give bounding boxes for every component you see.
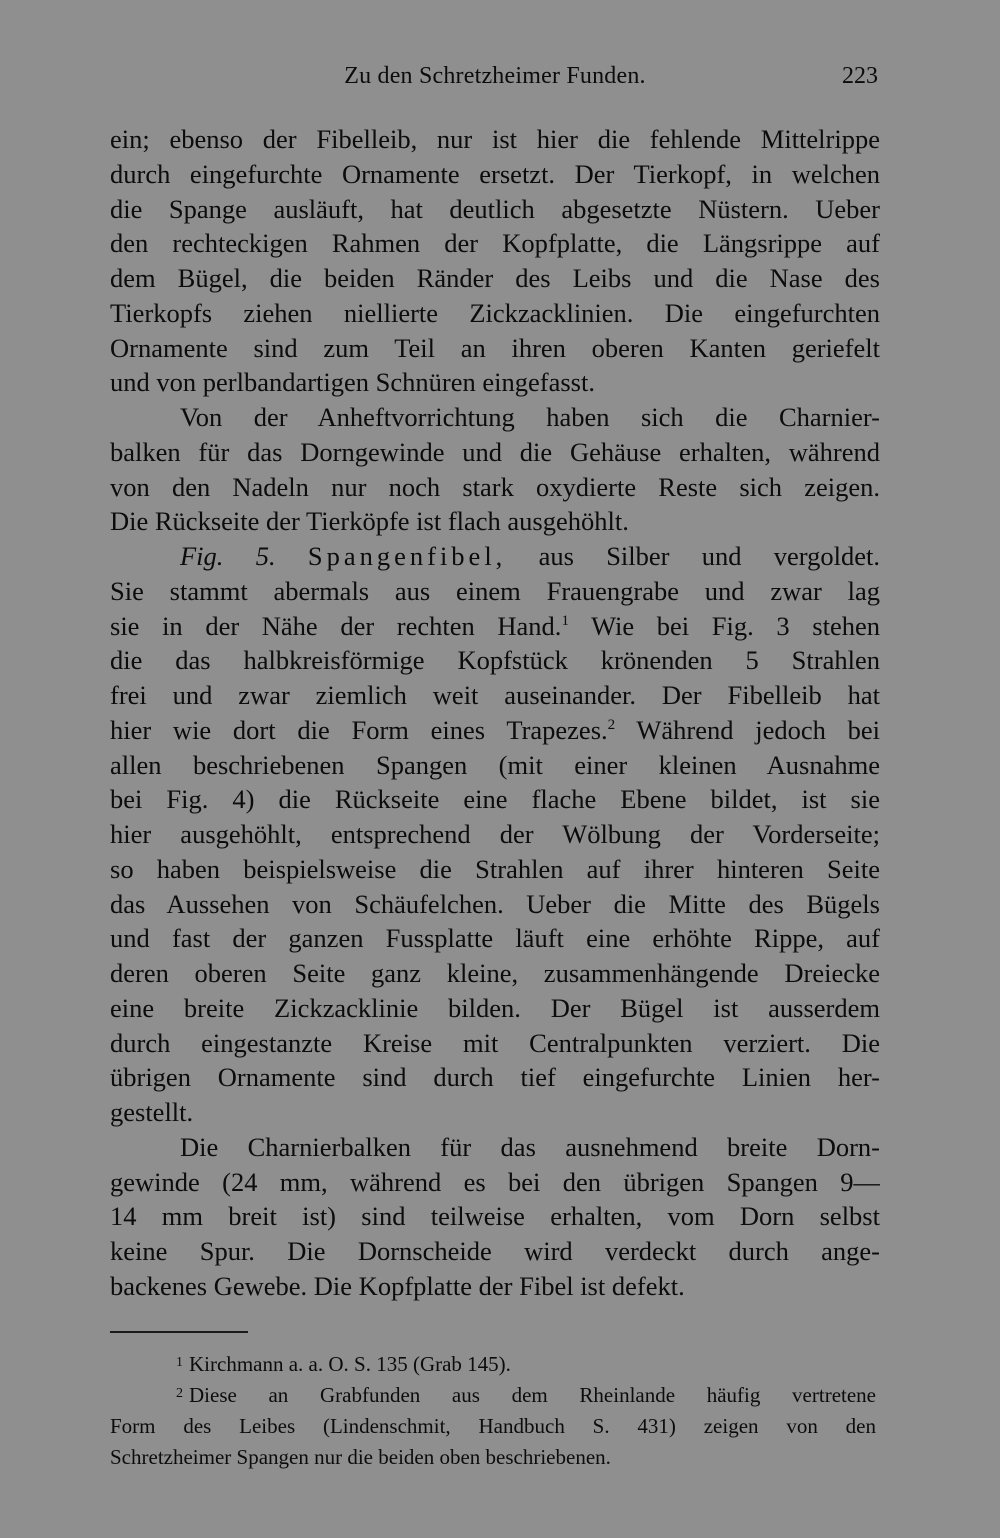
body-text [110, 122, 880, 1304]
footnote-text: Kirchmann a. a. O. S. 135 (Grab 145). [189, 1352, 511, 1376]
text-line: durch eingestanzte Kreise mit Centralpunkten verziert. Die [110, 1027, 880, 1058]
text-line: von den Nadeln nur noch stark oxydierte Reste sich zeigen. [110, 471, 880, 502]
footnote-text: Diese an Grabfunden aus dem Rheinlande häufig vertretene [189, 1383, 876, 1407]
text-fragment: sie in der Nähe der rechten Hand. [110, 610, 562, 641]
page-number: 223 [842, 63, 878, 89]
text-fragment: hier wie dort die Form eines Trapezes. [110, 714, 608, 745]
figure-label: Fig. 5. [180, 541, 276, 571]
text-line: gestellt. [110, 1097, 194, 1127]
text-line: deren oberen Seite ganz kleine, zusammenhängende Dreiecke [110, 958, 880, 988]
text-line [110, 609, 880, 644]
text-line: hier ausgehöhlt, entsprechend der Wölbung der Vorderseite; [110, 819, 880, 849]
text-line: Sie stammt abermals aus einem Frauengrabe und zwar lag [110, 575, 880, 606]
footnote-mark: 1 [176, 1355, 183, 1370]
text-line: durch eingefurchte Ornamente ersetzt. Der Tierkopf, in welchen [110, 158, 880, 189]
text-line: den rechteckigen Rahmen der Kopfplatte, die Längsrippe auf [110, 228, 880, 259]
text-line: dem Bügel, die beiden Ränder des Leibs und die Nase des [110, 263, 880, 293]
text-line: Die Charnierbalken für das ausnehmend breite Dorn- [180, 1131, 880, 1162]
footnote-line: Form des Leibes (Lindenschmit, Handbuch S. 431) zeigen von den [110, 1414, 876, 1438]
footnote-1 [110, 1349, 876, 1380]
footnote-line: Schretzheimer Spangen nur die beiden oben beschriebenen. [110, 1445, 611, 1469]
text-line: keine Spur. Die Dornscheide wird verdeckt durch ange- [110, 1236, 880, 1266]
running-title: Zu den Schretzheimer Funden. [344, 63, 646, 89]
text-line: allen beschriebenen Spangen (mit einer kleinen Ausnahme [110, 749, 880, 780]
footnotes [110, 1349, 876, 1473]
text-fragment: aus Silber und vergoldet. [538, 541, 880, 571]
text-line: ein; ebenso der Fibelleib, nur ist hier die fehlende Mittelrippe [110, 124, 880, 154]
text-line: und fast der ganzen Fussplatte läuft eine erhöhte Rippe, auf [110, 923, 880, 954]
footnote-divider [110, 1331, 248, 1333]
text-line [110, 713, 880, 748]
footnote-mark: 2 [176, 1386, 183, 1401]
text-line: die Spange ausläuft, hat deutlich abgesetzte Nüstern. Ueber [110, 193, 880, 224]
figure-name: Spangenfibel, [307, 541, 507, 571]
text-line: so haben beispielsweise die Strahlen auf ihrer hinteren Seite [110, 853, 880, 884]
text-line: und von perlbandartigen Schnüren eingefasst. [110, 367, 595, 398]
text-line: Ornamente sind zum Teil an ihren oberen Kanten geriefelt [110, 332, 880, 363]
footnote-ref: 2 [607, 716, 616, 733]
text-line: frei und zwar ziemlich weit auseinander. Der Fibelleib hat [110, 680, 880, 710]
footnote-2 [110, 1380, 876, 1411]
text-line: das Aussehen von Schäufelchen. Ueber die Mitte des Bügels [110, 888, 880, 919]
text-fragment: Während jedoch bei [615, 714, 880, 745]
text-line: Von der Anheftvorrichtung haben sich die Charnier- [180, 402, 880, 432]
text-line: eine breite Zickzacklinie bilden. Der Bügel ist ausserdem [110, 992, 880, 1023]
text-line: bei Fig. 4) die Rückseite eine flache Ebene bildet, ist sie [110, 784, 880, 815]
text-line: 14 mm breit ist) sind teilweise erhalten, vom Dorn selbst [110, 1201, 880, 1232]
text-line [110, 539, 880, 574]
footnote-ref: 1 [561, 612, 569, 629]
text-line: die das halbkreisförmige Kopfstück krönenden 5 Strahlen [110, 645, 880, 676]
text-line: Die Rückseite der Tierköpfe ist flach ausgehöhlt. [110, 506, 629, 537]
text-line: gewinde (24 mm, während es bei den übrigen Spangen 9— [110, 1166, 880, 1197]
text-fragment: Wie bei Fig. 3 stehen [568, 610, 880, 641]
text-line: übrigen Ornamente sind durch tief eingefurchte Linien her- [110, 1062, 880, 1093]
running-head [110, 58, 880, 94]
text-line: Tierkopfs ziehen niellierte Zickzacklinien. Die eingefurchten [110, 297, 880, 328]
text-line: backenes Gewebe. Die Kopfplatte der Fibel ist defekt. [110, 1270, 685, 1301]
text-line: balken für das Dorngewinde und die Gehäuse erhalten, während [110, 436, 880, 467]
